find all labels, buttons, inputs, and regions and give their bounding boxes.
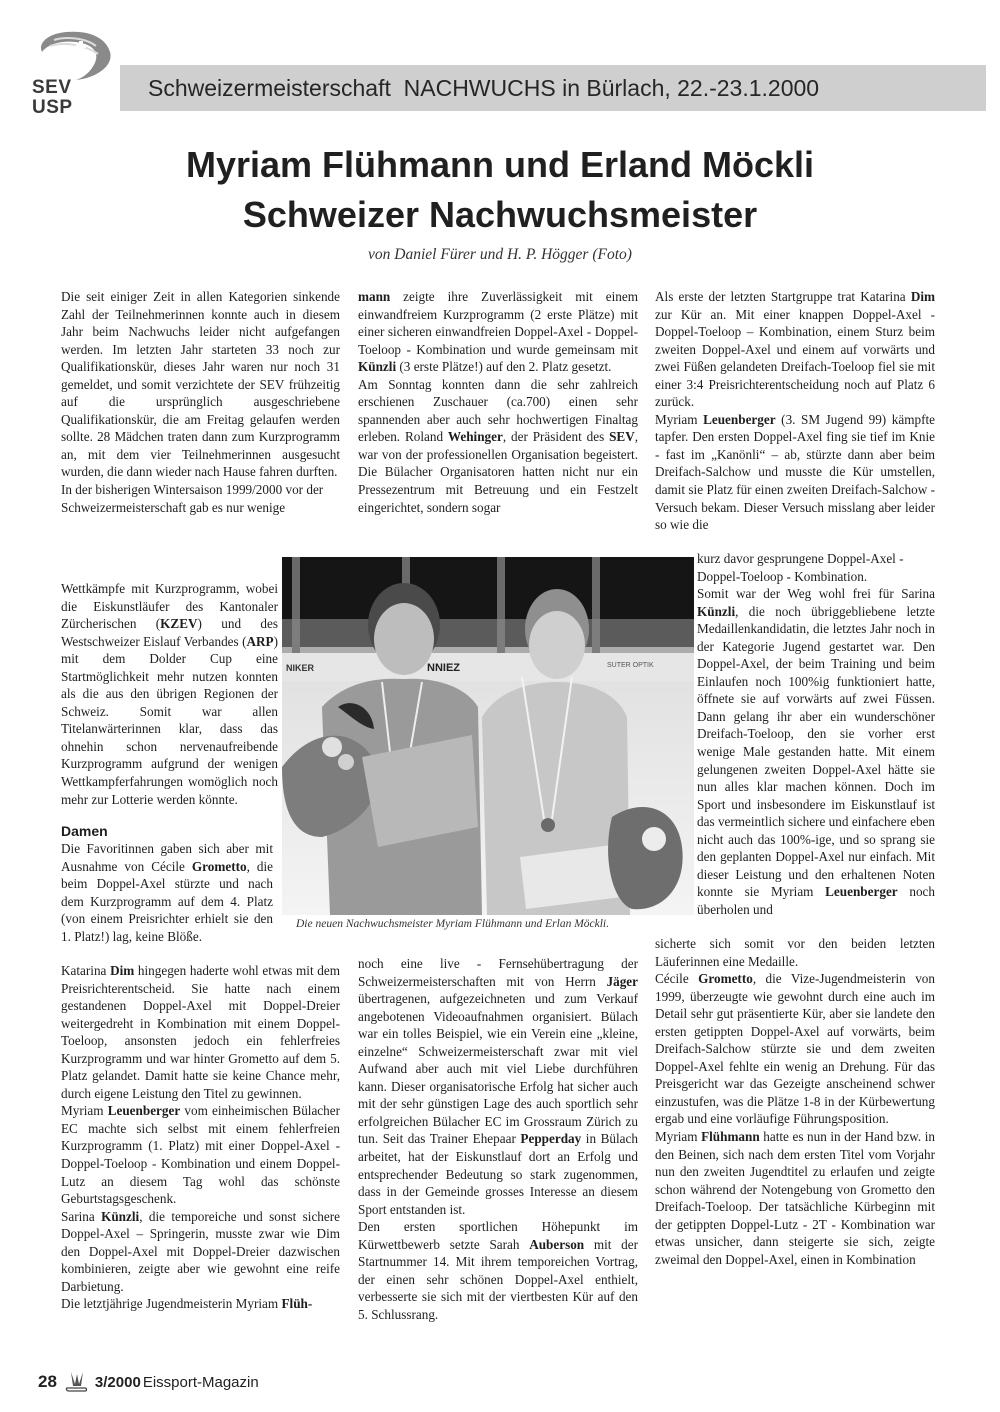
magazine-name: Eissport-Magazin [142,1373,259,1391]
medal [541,818,555,832]
paragraph: Als erste der letzten Startgruppe trat Katarina Dim zur Kür an. Mit einer knappen Doppel-Axel - Doppel-Toeloop – Kombination, einem Sturz beim zweiten Doppel-Axel und einem auf vorwärts und zwei Füßen gelandeten Dreifach-Toeloop fiel sie mit einer 3:4 Preisrichterentscheidung noch auf Platz 6 zurück. [655,289,935,410]
photo-sign: SUTER OPTIK [607,662,654,669]
paragraph: Am Sonntag konnten dann die sehr zahlreich erschienen Zuschauer (ca.700) einen sehr spannenden aber auch sehr hochwertigen Finaltag erleben. Roland Wehinger, der Präsident des SEV, war von der professionellen Organisation begeistert. Die Bülacher Organisatoren hatten nicht nur ein Pressezentrum mit Betreuung und ein Festzelt eingerichtet, sondern sogar [358,376,639,515]
paragraph: Myriam Leuenberger vom einheimischen Bülacher EC machte sich selbst mit einem fehlerfreien Kurzprogramm (1. Platz) mit einer Doppel-Axel - Doppel-Toeloop - Kombination und einem Doppel-Lutz an diesem Tag wohl das schönste Geburtstagsgeschenk. [61,1103,340,1207]
column-3-top [655,288,935,534]
title-line-2: Schweizer Nachwuchsmeister [242,194,758,235]
page-number: 28 [38,1372,57,1391]
paragraph: kurz davor gesprungene Doppel-Axel - Doppel-Toeloop - Kombination. [697,551,904,584]
photo-image [282,557,694,915]
paragraph: noch eine live - Fernsehübertragung der Schweizermeisterschaften mit von Herrn Jäger übertragenen, aufgezeichneten und zum Verkauf angebotenen Videoaufnahmen organisiert. Bülach war ein tolles Beispiel, wie ein Verein eine „kleine, einzelne“ Schweizermeisterschaft zwar mit viel Aufwand aber auch mit viel Liebe durchführen kann. Dieser organisatorische Erfolg hat sicher auch mit der sehr günstigen Lage des auch sportlich sehr erfolgreichen Bülacher EC im Grossraum Zürich zu tun. Seit das Trainer Ehepaar Pepperday in Bülach arbeitet, hat der Eiskunstlauf dort an Erfolg und entsprechender Bedeutung so stark zugenommen, dass in der Gemeinde grosses Interesse an diesem Sport entstanden ist. [358,956,638,1217]
sev-usp-logo [28,28,123,120]
paragraph: Den ersten sportlichen Höhepunkt im Kürwettbewerb setzte Sarah Auberson mit der Startnummer 14. Mit ihrem temporeichen Vortrag, der einen sehr schönen Doppel-Axel enthielt, verbesserte sie sich mit der viertbesten Kür auf den 5. Schlussrang. [358,1219,638,1322]
logo-text-sev: SEV [32,77,72,98]
paragraph: Die Favoritinnen gaben sich aber mit Ausnahme von Cécile Grometto, die beim Doppel-Axel stürzte und nach dem Kurzprogramm auf dem 4. Platz (von einem Preisrichter erhielt sie den 1. Platz!) lag, keine Blöße. [61,841,273,944]
paragraph: Katarina Dim hingegen haderte wohl etwas mit dem Preisrichterentscheid. Sie hatte nach einem gestandenen Doppel-Axel mit Doppel-Dreier weitergedreht in Kombination mit einem Doppel-Toeloop, ansonsten jedoch ein fehlerfreies Kurzprogramm und war hinter Grometto auf dem 5. Platz gelandet. Damit hatte sie keine Chance mehr, durch eigene Leistung den Titel zu gewinnen. [61,963,340,1101]
paragraph: Wettkämpfe mit Kurzprogramm, wobei die Eiskunstläufer des Kantonaler Zürcherischen (KZEV) und des Westschweizer Eislauf Verbandes (ARP) mit dem Dolder Cup eine Startmöglichkeit mehr nutzen konnten als die aus den übrigen Regionen der Schweiz. Somit war allen Titelanwärterinnen klar, dass das ohnehin schon nervenaufreibende Kurzprogramm aufgrund der wenigen Wettkampferfahrungen womöglich noch mehr zur Lotterie werden könnte. [61,581,278,807]
column-3-bottom [655,935,935,1268]
photo-sign: NIKER [286,663,315,673]
title-line-1: Myriam Flühmann und Erland Möckli [185,144,815,185]
logo-text-usp: USP [32,97,73,118]
column-2-top [358,288,638,516]
paragraph: Die letztjährige Jugendmeisterin Myriam Flüh- [61,1296,313,1312]
issue-number: 3/2000 [94,1373,141,1391]
byline: von Daniel Fürer und H. P. Högger (Foto) [368,246,632,263]
event-banner [120,65,986,111]
article-title [0,140,1000,240]
column-1-bottom [61,962,340,1313]
column-1-top [61,288,340,516]
paragraph: Myriam Leuenberger (3. SM Jugend 99) kämpfte tapfer. Den ersten Doppel-Axel fing sie tief im Knie - fast im „Kanönli“ – ab, stürzte dann aber beim Dreifach-Salchow und musste die Kür umstellen, damit sie Platz für einen zweiten Dreifach-Salchow - Versuch bekam. Dieser Versuch misslang aber leider so wie die [655,411,935,533]
paragraph: Somit war der Weg wohl frei für Sarina Künzli, die noch übriggebliebene letzte Medaillenkandidatin, die letztes Jahr noch in der Kategorie Jugend gestartet war. Den Doppel-Axel, der beim Training und beim Einlaufen noch 100%ig funktioniert hatte, öffnete sie auf vorwärts auf zwei Füssen. Dann gelang ihr aber ein wunderschöner Dreifach-Toeloop, den sie vorher erst wenige Male gestanden hatte. Mit einem gelungenen zweiten Doppel-Axel hätte sie nun alles klar machen können. Doch im Sport und insbesondere im Eiskunstlauf ist das vermeintlich sichere und einfachere eben nicht auch das 100%-ige, und so sprang sie den geplanten Doppel-Axel nur einfach. Mit dieser Leistung und den erhaltenen Noten konnte sie Myriam Leuenberger noch überholen und [697,586,935,917]
paragraph: Sarina Künzli, die temporeiche und sonst sichere Doppel-Axel – Springerin, musste zwar wie Dim den Doppel-Axel mit Doppel-Dreier dazwischen kombinieren, zeigte aber wie gewohnt eine reife Darbietung. [61,1208,340,1294]
swoosh-logo-icon [36,28,116,80]
column-2-bottom [358,955,638,1323]
photo-sign: NNIEZ [427,662,460,674]
paragraph: sicherte sich somit vor den beiden letzten Läuferinnen eine Medaille. [655,936,935,969]
column-3-wrap [697,550,935,918]
photo-caption: Die neuen Nachwuchsmeister Myriam Flühmann und Erlan Möckli. [296,918,609,930]
column-1-damen [61,822,273,945]
paragraph: Myriam Flühmann hatte es nun in der Hand bzw. in den Beinen, sich nach dem ersten Titel vom Vorjahr nun den zweiten Jugendtitel zu erlaufen und zeigte schon während der Notengebung von Grometto den Dreifach-Toeloop. Der tatsächliche Kürbeginn mit der getippten Doppel-Lutz - 2T - Kombination war etwas unsicher, dann steigerte sie sich, zeigte zweimal den Doppel-Axel, einen in Kombination [655,1129,935,1267]
paragraph: In der bisherigen Wintersaison 1999/2000 vor der Schweizermeisterschaft gab es nur wenige [61,482,324,515]
column-1-wrap [61,580,278,808]
winged-skate-icon [63,1370,89,1394]
paragraph: Cécile Grometto, die Vize-Jugendmeisterin von 1999, überzeugte wie gewohnt durch eine auch im Detail sehr gut präsentierte Kür, aber sie landete den ersten getippten Doppel-Axel auf vorwärts, beim Dreifach-Salchow stürzte sie und dem zweiten Doppel-Axel fehlte ein wenig an Drehung. Für das Preisgericht war das Gezeigte anscheinend schwer einzustufen, was die Plätze 1-8 in der Kürbewertung ergab und eine vorläufige Führungsposition. [655,971,935,1127]
article-photo [282,557,694,915]
paragraph: Die seit einiger Zeit in allen Kategorien sinkende Zahl der Teilnehmerinnen konnte auch in diesem Jahr beim Nachwuchs leider nicht aufgefangen werden. Im letzten Jahr starteten 33 noch zur Qualifikationskür, dieses Jahr waren nur noch 31 gemeldet, und somit verzichtete der SEV frühzeitig auf die ursprünglich ausgeschriebene Qualifikationskür, die am Freitag gelaufen werden sollte. 28 Mädchen traten dann zum Kurzprogramm an, mit dem vier Teilnehmerinnen ausgesucht wurden, die dann wieder nach Hause fahren durften. [61,289,340,480]
page-footer [38,1370,259,1394]
event-banner-text: Schweizermeisterschaft NACHWUCHS in Bürlach, 22.-23.1.2000 [148,74,820,101]
section-heading: Damen [61,823,108,839]
paragraph: mann zeigte ihre Zuverlässigkeit mit einem einwandfreiem Kurzprogramm (2 erste Plätze) mit einer sicheren einwandfreien Doppel-Axel - Doppel-Toeloop - Kombination und wurde gemeinsam mit Künzli (3 erste Plätze!) auf den 2. Platz gesetzt. [358,289,638,375]
